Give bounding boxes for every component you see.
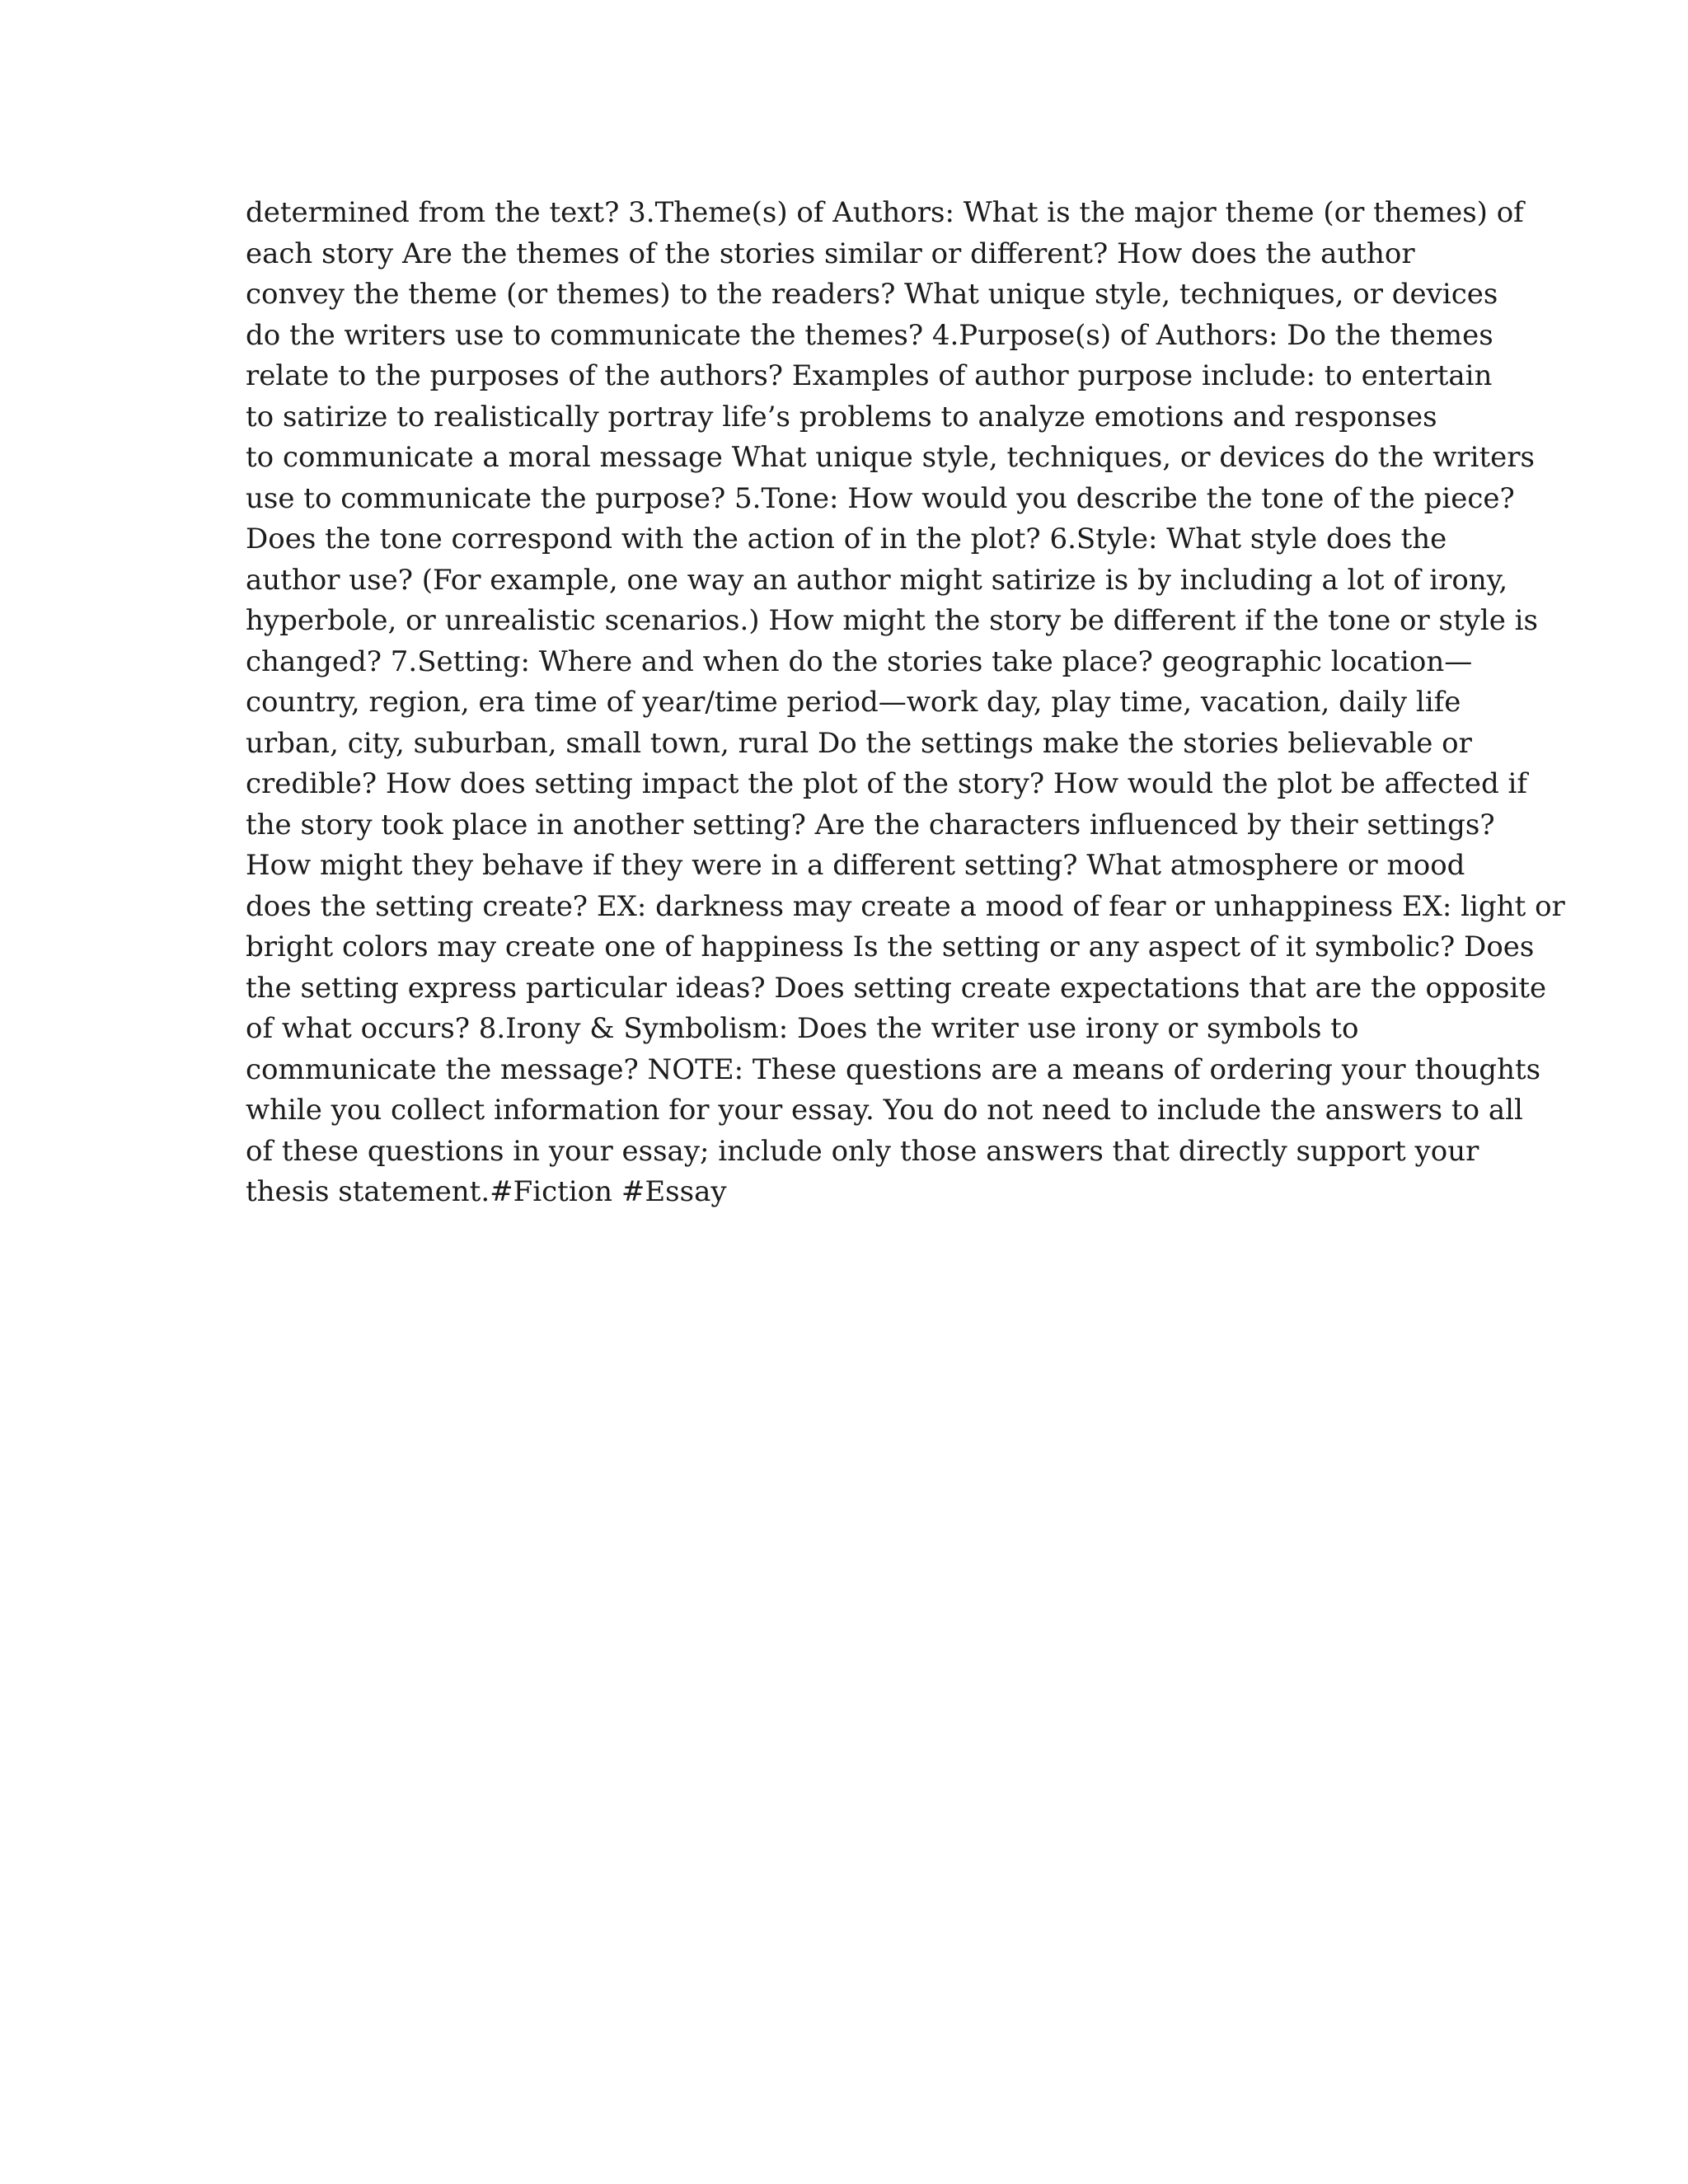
text-line: communicate the message? NOTE: These questions are a means of ordering your thoughts [246,1052,1541,1086]
text-line: changed? 7.Setting: Where and when do the stories take place? geographic location— [246,644,1473,678]
text-line: hyperbole, or unrealistic scenarios.) How might the story be different if the tone or style is [246,604,1539,637]
text-line: to communicate a moral message What unique style, techniques, or devices do the writers [246,441,1535,474]
text-line: the story took place in another setting? Are the characters influenced by their settings? [246,808,1495,841]
text-line: does the setting create? EX: darkness may create a mood of fear or unhappiness EX: light or [246,889,1565,923]
text-line: urban, city, suburban, small town, rural Do the settings make the stories believable or [246,726,1472,760]
text-line: determined from the text? 3.Theme(s) of Authors: What is the major theme (or themes) of [246,196,1524,229]
text-line: each story Are the themes of the stories similar or different? How does the author [246,237,1415,270]
text-line: do the writers use to communicate the themes? 4.Purpose(s) of Authors: Do the themes [246,318,1493,352]
text-line: use to communicate the purpose? 5.Tone: How would you describe the tone of the piece? [246,481,1515,515]
text-line: country, region, era time of year/time period—work day, play time, vacation, daily life [246,686,1461,719]
text-line: of what occurs? 8.Irony & Symbolism: Does the writer use irony or symbols to [246,1012,1359,1045]
text-line: How might they behave if they were in a different setting? What atmosphere or mood [246,849,1465,882]
text-line: of these questions in your essay; include only those answers that directly support your [246,1134,1479,1168]
text-line: to satirize to realistically portray life’s problems to analyze emotions and responses [246,400,1437,434]
text-line: Does the tone correspond with the action of in the plot? 6.Style: What style does the [246,523,1447,555]
text-line: convey the theme (or themes) to the readers? What unique style, techniques, or devices [246,278,1498,311]
text-line: while you collect information for your essay. You do not need to include the answers to all [246,1094,1523,1127]
text-line: bright colors may create one of happiness Is the setting or any aspect of it symbolic? Does [246,930,1535,963]
text-line: relate to the purposes of the authors? Examples of author purpose include: to entertain [246,359,1493,392]
text-line: credible? How does setting impact the plot of the story? How would the plot be affected if [246,767,1528,800]
text-line: thesis statement.#Fiction #Essay [246,1175,727,1208]
document-body-text [246,193,1565,1213]
text-line: author use? (For example, one way an author might satirize is by including a lot of irony, [246,563,1508,597]
text-line: the setting express particular ideas? Does setting create expectations that are the opposite [246,971,1547,1005]
